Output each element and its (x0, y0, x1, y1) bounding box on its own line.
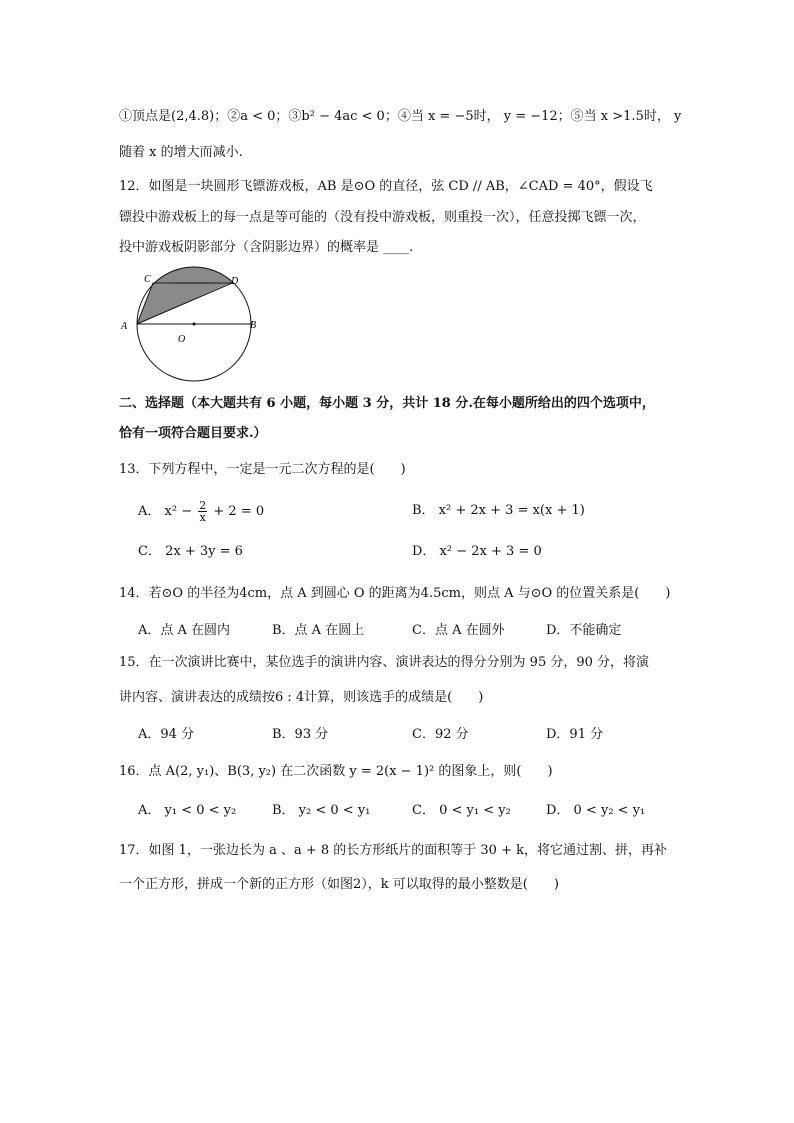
circle-dartboard-figure (116, 262, 266, 387)
q13-option-a-fraction (198, 500, 207, 523)
q13-option-c: C． 2x + 3y = 6 (138, 544, 243, 559)
label-o: O (178, 334, 186, 345)
q11-line-1: ①顶点是(2,4.8)；②a < 0；③b² − 4ac < 0；④当 x = −5时， y = −12；⑤当 x >1.5时， y (119, 109, 682, 124)
q17-line-1: 17．如图 1，一张边长为 a 、a + 8 的长方形纸片的面积等于 30 + k，将它通过割、拼，再补 (119, 843, 667, 858)
label-c: C (144, 274, 151, 285)
q15-option-a: A．94 分 (138, 727, 195, 742)
fraction-numerator: 2 (199, 499, 207, 512)
q15-option-c: C．92 分 (412, 727, 469, 742)
q16-option-a: A． y₁ < 0 < y₂ (138, 803, 237, 818)
q14-option-c: C．点 A 在圆外 (412, 623, 505, 638)
q13-option-d: D． x² − 2x + 3 = 0 (412, 544, 542, 559)
q16-stem: 16．点 A(2, y₁)、B(3, y₂) 在二次函数 y = 2(x − 1)² 的图象上，则( ) (119, 764, 553, 779)
label-d: D (231, 276, 239, 287)
q12-line-2: 镖投中游戏板上的每一点是等可能的（没有投中游戏板，则重投一次），任意投掷飞镖一次， (119, 210, 646, 225)
q16-option-d: D． 0 < y₂ < y₁ (546, 803, 646, 818)
q12-line-1: 12．如图是一块圆形飞镖游戏板，AB 是⊙O 的直径，弦 CD // AB，∠CAD = 40°，假设飞 (119, 179, 653, 194)
q15-line-2: 讲内容、演讲表达的成绩按6 : 4计算，则该选手的成绩是( ) (119, 690, 484, 705)
q13-option-a-pre: x² − (164, 504, 193, 519)
fraction-denominator: x (199, 511, 206, 524)
q11-line-2: 随着 x 的增大而减小. (119, 145, 243, 160)
q13-option-a (138, 500, 264, 523)
q13-option-b: B． x² + 2x + 3 = x(x + 1) (412, 503, 585, 518)
q13-option-a-post: + 2 = 0 (213, 504, 265, 519)
q15-option-b: B．93 分 (272, 727, 329, 742)
q14-option-a: A．点 A 在圆内 (138, 623, 231, 638)
section-2-heading-line-2: 恰有一项符合题目要求.） (119, 426, 267, 441)
q15-option-d: D．91 分 (546, 727, 604, 742)
q17-line-2: 一个正方形，拼成一个新的正方形（如图2），k 可以取得的最小整数是( ) (119, 877, 559, 892)
q16-option-c: C． 0 < y₁ < y₂ (412, 803, 511, 818)
q12-line-3: 投中游戏板阴影部分（含阴影边界）的概率是 ____. (119, 240, 414, 255)
q15-line-1: 15．在一次演讲比赛中，某位选手的演讲内容、演讲表达的得分分别为 95 分，90 分，将演 (119, 655, 650, 670)
center-dot (193, 323, 196, 326)
q13-option-a-prefix: A． (138, 504, 161, 519)
section-2-heading-line-1: 二、选择题（本大题共有 6 小题，每小题 3 分，共计 18 分.在每小题所给出的四个选项中， (119, 396, 655, 411)
q16-option-b: B． y₂ < 0 < y₁ (272, 803, 371, 818)
label-a: A (121, 321, 128, 332)
q13-stem: 13．下列方程中，一定是一元二次方程的是( ) (119, 462, 406, 477)
q14-option-b: B．点 A 在圆上 (272, 623, 365, 638)
q14-option-d: D．不能确定 (546, 623, 622, 638)
label-b: B (250, 320, 257, 331)
q14-stem: 14．若⊙O 的半径为4cm，点 A 到圆心 O 的距离为4.5cm，则点 A 与⊙O 的位置关系是( ) (119, 586, 671, 601)
